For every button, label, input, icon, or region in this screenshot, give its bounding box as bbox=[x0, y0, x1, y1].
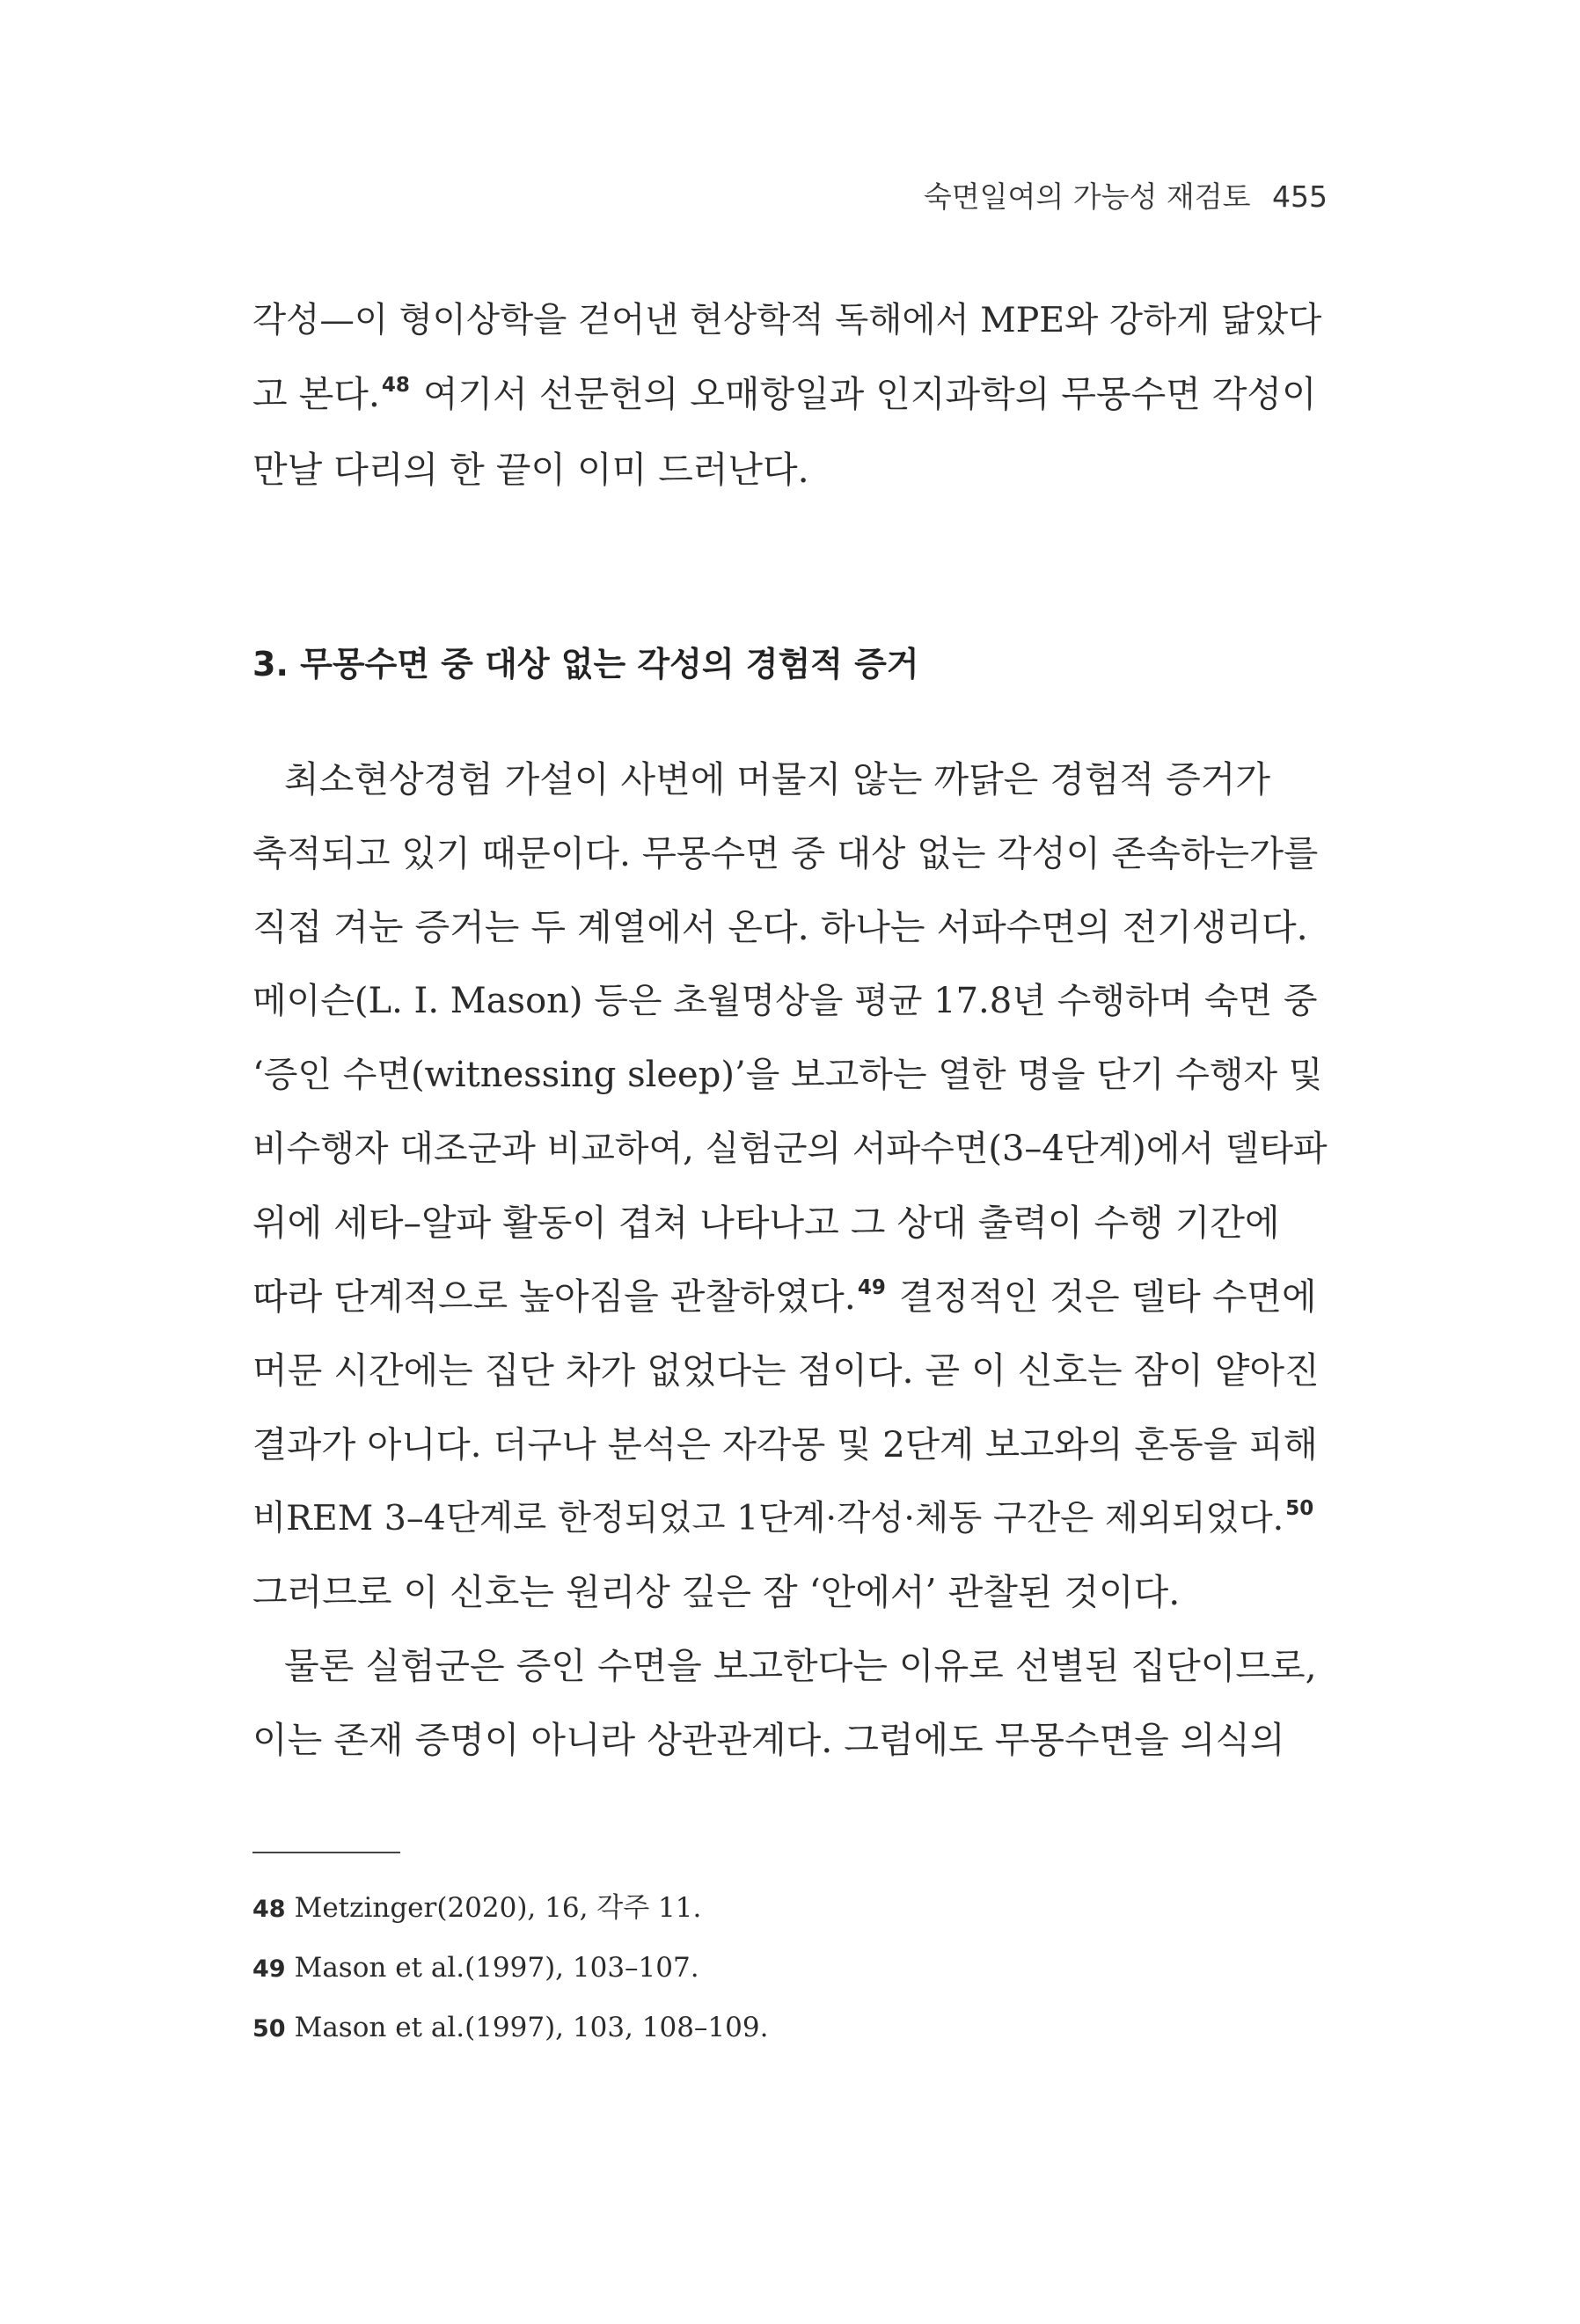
body-line: 물론 실험군은 증인 수면을 보고한다는 이유로 선별된 집단이므로, bbox=[284, 1645, 1317, 1687]
footnote-divider bbox=[252, 1852, 400, 1853]
footnote-number: 50 bbox=[252, 2015, 286, 2043]
body-line: 비REM 3–4단계로 한정되었고 1단계·각성·체동 구간은 제외되었다.$^{50}$ bbox=[252, 1497, 1314, 1538]
running-header bbox=[924, 174, 1328, 216]
footnote-text: Mason et al.(1997), 103–107. bbox=[294, 1952, 699, 1984]
body-line: 축적되고 있기 때문이다. 무몽수면 중 대상 없는 각성이 존속하는가를 bbox=[252, 832, 1319, 874]
footnote-text: Metzinger(2020), 16, 각주 11. bbox=[294, 1892, 702, 1924]
footnote-text: Mason et al.(1997), 103, 108–109. bbox=[294, 2012, 769, 2043]
footnote-ref-49[interactable]: 49 bbox=[857, 1276, 886, 1299]
body-line: 최소현상경험 가설이 사변에 머물지 않는 까닭은 경험적 증거가 bbox=[284, 758, 1270, 800]
body-line: 이는 존재 증명이 아니라 상관관계다. 그럼에도 무몽수면을 의식의 bbox=[252, 1719, 1285, 1761]
body-line: 고 본다.$^{48}$ 여기서 선문헌의 오매항일과 인지과학의 무몽수면 각성이 bbox=[252, 373, 1317, 415]
footnote-50 bbox=[252, 2011, 768, 2046]
body-line: 각성—이 형이상학을 걷어낸 현상학적 독해에서 MPE와 강하게 닮았다 bbox=[252, 300, 1322, 340]
footnote-ref-50[interactable]: 50 bbox=[1285, 1497, 1314, 1520]
footnote-48 bbox=[252, 1891, 701, 1926]
body-line: 비수행자 대조군과 비교하여, 실험군의 서파수면(3–4단계)에서 델타파 bbox=[252, 1129, 1328, 1169]
body-line: 만날 다리의 한 끝이 이미 드러난다. bbox=[252, 449, 809, 491]
body-line: 위에 세타–알파 활동이 겹쳐 나타나고 그 상대 출력이 수행 기간에 bbox=[252, 1202, 1280, 1244]
body-line: 따라 단계적으로 높아짐을 관찰하였다.$^{49}$ 결정적인 것은 델타 수면에 bbox=[252, 1275, 1317, 1318]
footnote-number: 49 bbox=[252, 1955, 286, 1983]
footnote-49 bbox=[252, 1951, 699, 1986]
body-line: 머문 시간에는 집단 차가 없었다는 점이다. 곧 이 신호는 잠이 얕아진 bbox=[252, 1349, 1320, 1392]
body-line: 메이슨(L. I. Mason) 등은 초월명상을 평균 17.8년 수행하며 숙면 중 bbox=[252, 981, 1318, 1021]
body-line: ‘증인 수면(witnessing sleep)’을 보고하는 열한 명을 단기 수행자 및 bbox=[252, 1055, 1323, 1095]
body-line: 그러므로 이 신호는 원리상 깊은 잠 ‘안에서’ 관찰된 것이다. bbox=[252, 1571, 1181, 1613]
page-number: 455 bbox=[1272, 179, 1328, 214]
footnote-ref-48[interactable]: 48 bbox=[381, 374, 410, 397]
running-title: 숙면일여의 가능성 재검토 bbox=[923, 179, 1251, 214]
footnote-number: 48 bbox=[252, 1896, 286, 1923]
body-line: 결과가 아니다. 더구나 분석은 자각몽 및 2단계 보고와의 혼동을 피해 bbox=[252, 1423, 1318, 1465]
section-heading: 3. 무몽수면 중 대상 없는 각성의 경험적 증거 bbox=[252, 645, 919, 683]
body-line: 직접 겨눈 증거는 두 계열에서 온다. 하나는 서파수면의 전기생리다. bbox=[252, 906, 1308, 948]
